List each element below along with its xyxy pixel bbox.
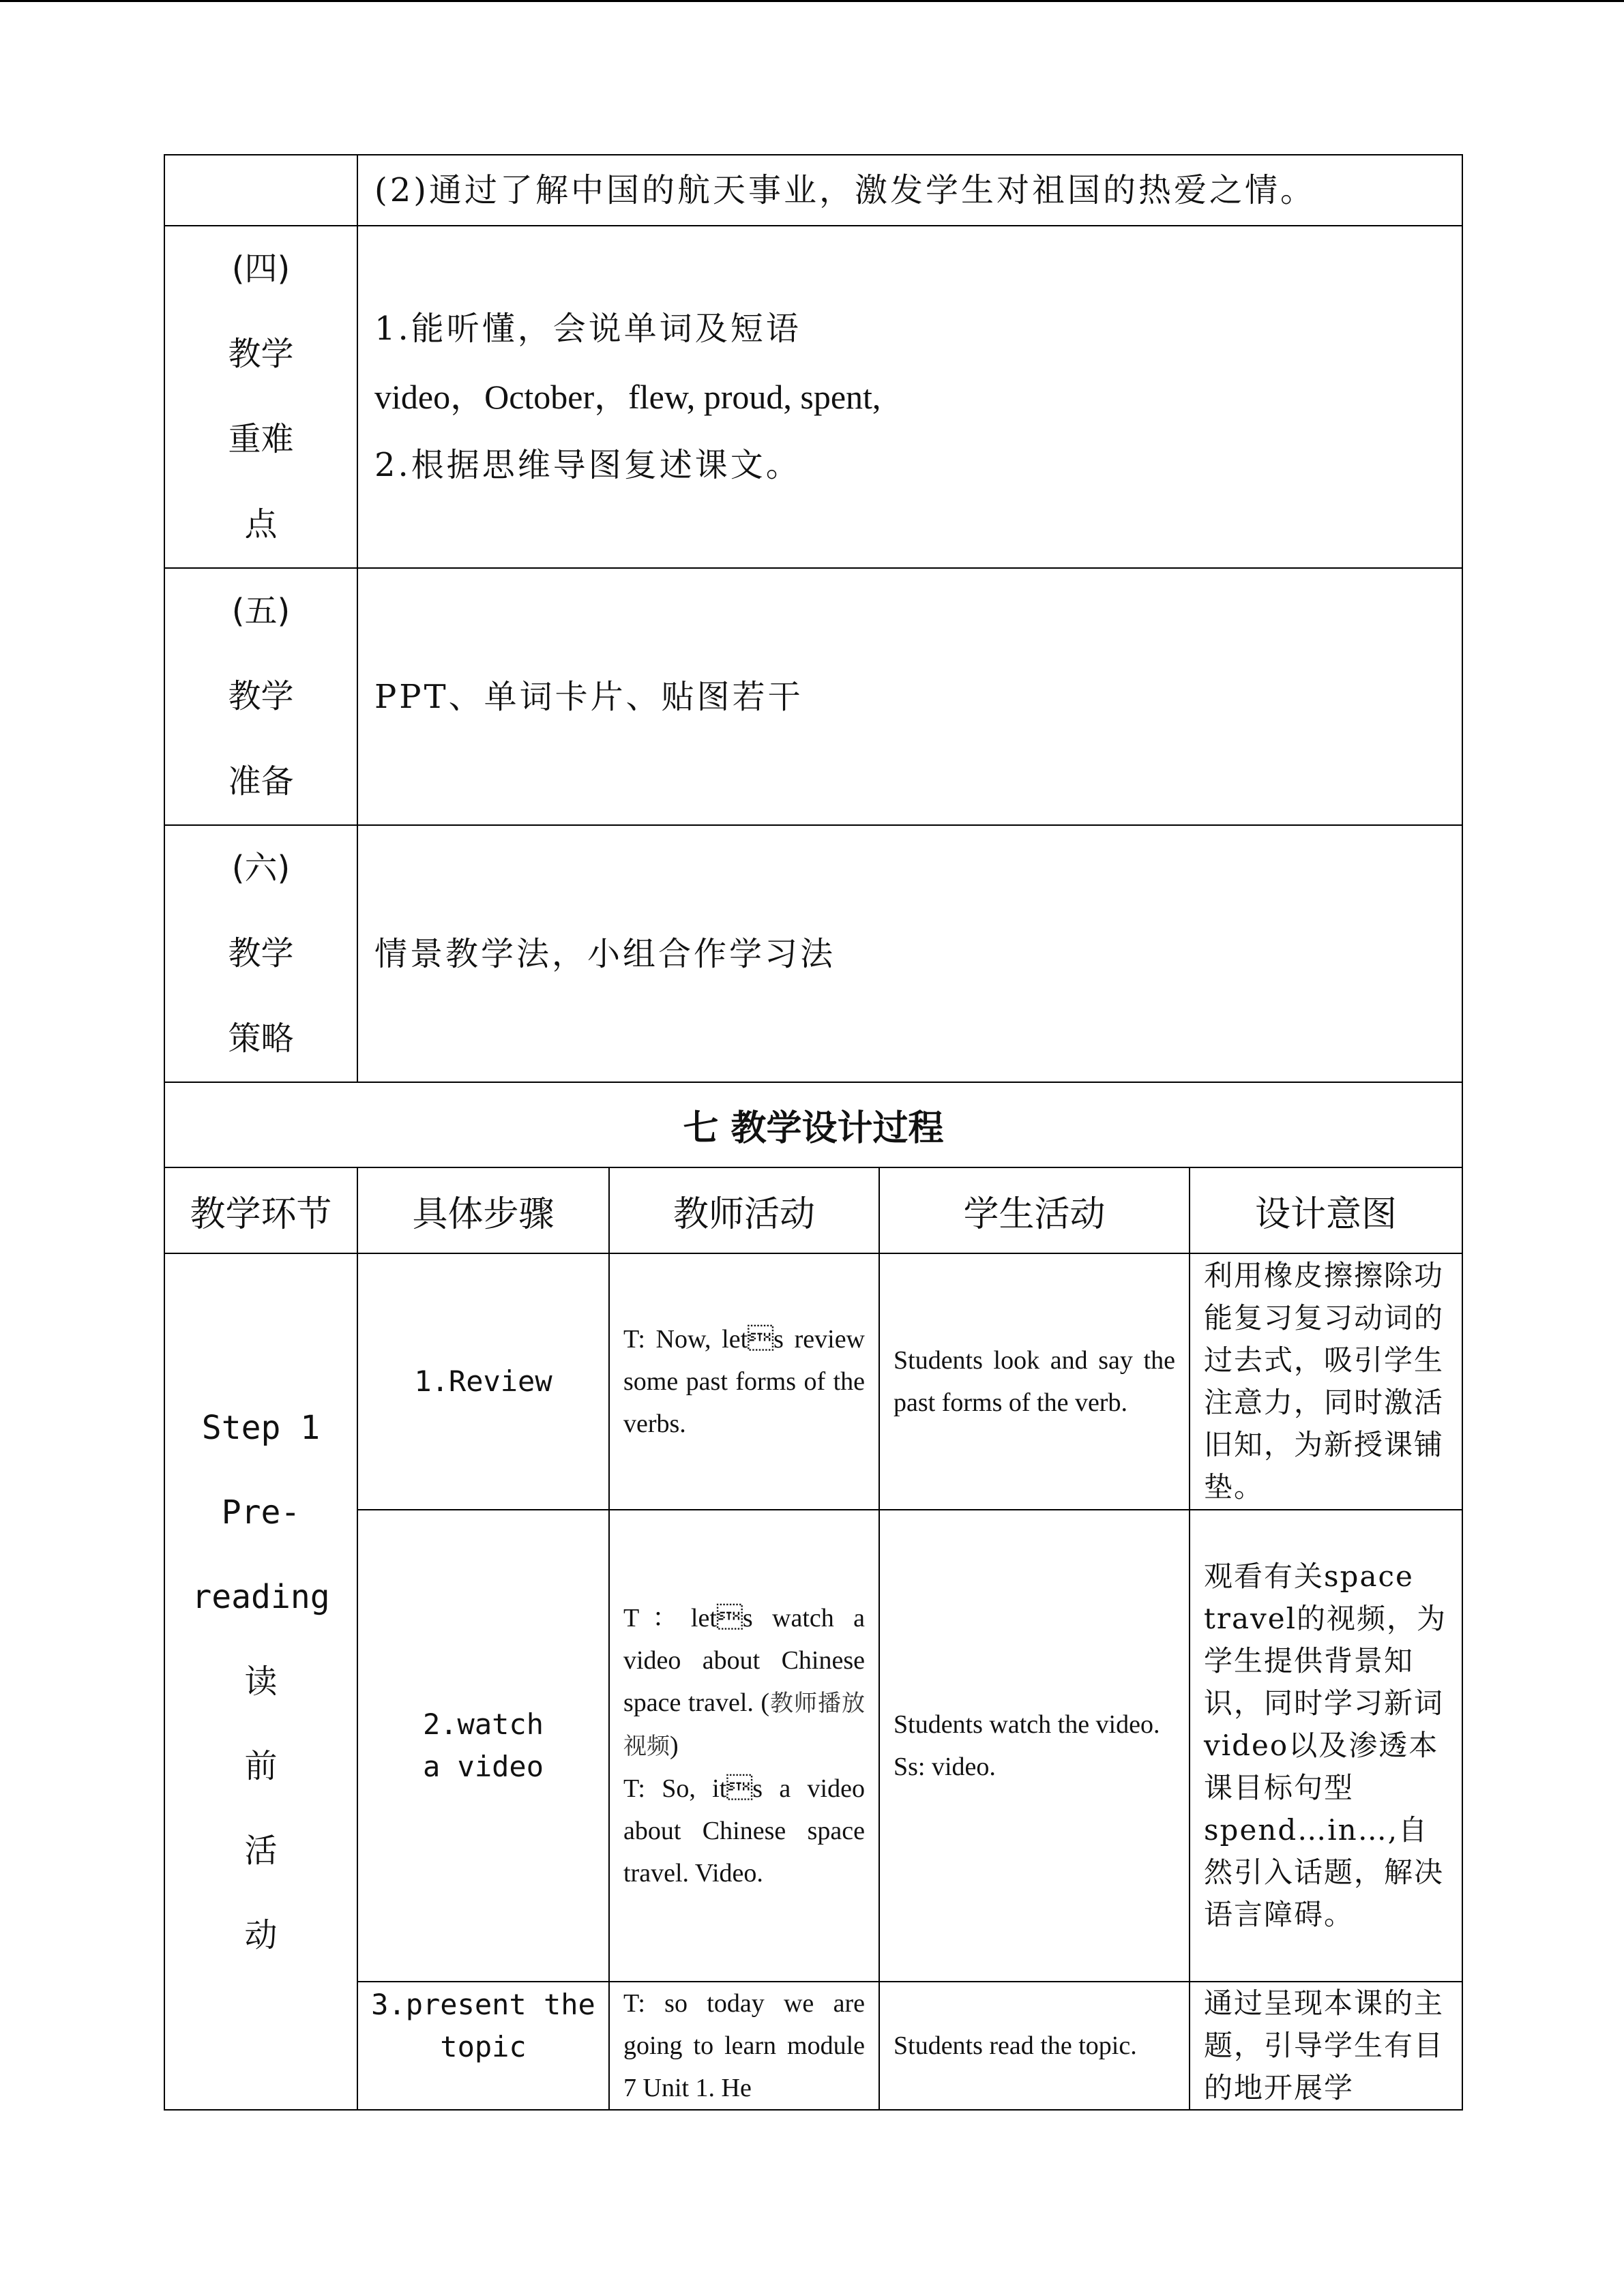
- row-strategy: [164, 825, 1462, 1082]
- design-intent: 利用橡皮擦擦除功能复习复习动词的过去式，吸引学生注意力，同时激活旧知，为新授课铺垫。: [1190, 1253, 1462, 1510]
- key-point-vocab: video，October，flew, proud, spent,: [374, 378, 881, 416]
- label-line: 准备: [228, 762, 294, 801]
- teacher-line: T: So, its a video about Chinese space travel. Video.: [623, 1774, 865, 1888]
- strategy-text: 情景教学法，小组合作学习法: [357, 825, 1462, 1082]
- teacher-line: T：lets watch a video about Chinese space travel. (: [623, 1604, 865, 1717]
- stage-line: reading: [192, 1578, 330, 1616]
- header-student-activity: 学生活动: [879, 1167, 1190, 1253]
- label-line: 重难: [228, 420, 294, 458]
- label-line: 点: [244, 505, 278, 543]
- label-line: 教学: [228, 934, 294, 972]
- teacher-activity: [609, 1510, 879, 1982]
- strategy-label: [164, 825, 357, 1082]
- student-activity: [879, 1510, 1190, 1982]
- row-preparation: [164, 568, 1462, 825]
- step-name: [357, 1510, 609, 1982]
- step-name-line: topic: [440, 2030, 527, 2063]
- row-column-headers: [164, 1167, 1462, 1253]
- student-activity: Students read the topic.: [879, 1982, 1190, 2110]
- teacher-activity: T: Now, lets review some past forms of the verbs.: [609, 1253, 879, 1510]
- row-emotional-goal: [164, 155, 1462, 226]
- label-cell-empty: [164, 155, 357, 226]
- label-line: 教学: [228, 677, 294, 715]
- stage-line: 前: [244, 1747, 278, 1785]
- section-title: 七 教学设计过程: [164, 1082, 1462, 1167]
- key-point-line-2: 2.根据思维导图复述课文。: [374, 446, 801, 484]
- preparation-label: [164, 568, 357, 825]
- teacher-note: 教师播放视频: [623, 1690, 865, 1760]
- stage-cell: [164, 1253, 357, 2110]
- step-name: 1.Review: [357, 1253, 609, 1510]
- label-line: 策略: [228, 1019, 294, 1058]
- student-line: Ss: video.: [894, 1753, 996, 1781]
- header-stage: 教学环节: [164, 1167, 357, 1253]
- teacher-activity: T: so today we are going to learn module 7 Unit 1. He: [609, 1982, 879, 2110]
- design-intent: 观看有关space travel的视频，为学生提供背景知识，同时学习新词video以及渗透本课目标句型 spend…in…,自然引入话题，解决语言障碍。: [1190, 1510, 1462, 1982]
- lesson-plan-table: [164, 154, 1463, 2111]
- label-line: 教学: [228, 335, 294, 373]
- row-step-video: [164, 1510, 1462, 1982]
- teacher-line: ): [670, 1731, 679, 1760]
- step-name-line: 3.present the: [371, 1988, 595, 2021]
- label-line: (四): [231, 250, 291, 288]
- label-line: (五): [231, 592, 291, 630]
- key-point-line-1: 1.能听懂，会说单词及短语: [374, 310, 801, 348]
- stage-line: Pre-: [221, 1493, 301, 1532]
- key-points-content: [357, 226, 1462, 568]
- step-name-line: 2.watch: [422, 1708, 544, 1741]
- key-points-label: [164, 226, 357, 568]
- stage-line: Step 1: [201, 1409, 321, 1447]
- page-top-border: [0, 0, 1624, 2]
- row-step-review: [164, 1253, 1462, 1510]
- step-name-line: a video: [422, 1750, 544, 1783]
- label-line: (六): [231, 849, 291, 887]
- student-line: Students watch the video.: [894, 1710, 1160, 1739]
- stage-line: 活: [244, 1832, 278, 1870]
- row-step-topic: [164, 1982, 1462, 2110]
- student-activity: Students look and say the past forms of the verb.: [879, 1253, 1190, 1510]
- design-intent: 通过呈现本课的主题，引导学生有目的地开展学: [1190, 1982, 1462, 2110]
- header-design-intent: 设计意图: [1190, 1167, 1462, 1253]
- step-name: [357, 1982, 609, 2110]
- preparation-text: PPT、单词卡片、贴图若干: [357, 568, 1462, 825]
- goal-text: (2)通过了解中国的航天事业，激发学生对祖国的热爱之情。: [357, 155, 1462, 226]
- row-key-points: [164, 226, 1462, 568]
- stage-line: 读: [244, 1663, 278, 1701]
- row-section-title: [164, 1082, 1462, 1167]
- stage-line: 动: [244, 1916, 278, 1954]
- header-teacher-activity: 教师活动: [609, 1167, 879, 1253]
- header-steps: 具体步骤: [357, 1167, 609, 1253]
